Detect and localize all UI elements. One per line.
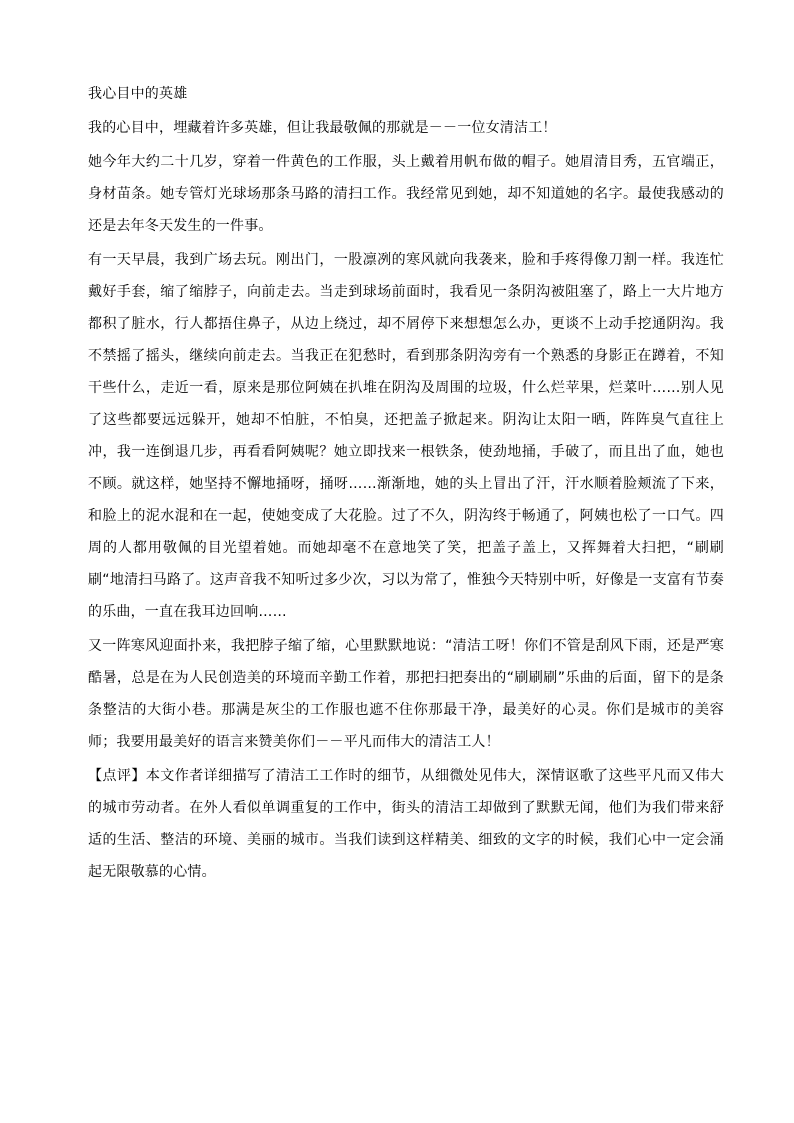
essay-paragraph-description: 她今年大约二十几岁，穿着一件黄色的工作服，头上戴着用帆布做的帽子。她眉清目秀，五官端正，身材苗条。她专管灯光球场那条马路的清扫工作。我经常见到她，却不知道她的名字。最使我感动的还是去年冬天发生的一件事。	[88, 154, 724, 234]
essay-paragraph-praise: 又一阵寒风迎面扑来，我把脖子缩了缩，心里默默地说：“清洁工呀！你们不管是刮风下雨，还是严寒酷暑，总是在为人民创造美的环境而辛勤工作着，那把扫把奏出的“刷刷刷”乐曲的后面，留下的是条条整洁的大街小巷。那满是灰尘的工作服也遮不住你那最干净，最美好的心灵。你们是城市的美容师；我要用最美好的语言来赞美你们－－平凡而伟大的清洁工人！	[88, 638, 724, 750]
essay-paragraph-story: 有一天早晨，我到广场去玩。刚出门，一股凛冽的寒风就向我袭来，脸和手疼得像刀割一样。我连忙戴好手套，缩了缩脖子，向前走去。当走到球场前面时，我看见一条阴沟被阻塞了，路上一大片地方都积了脏水，行人都捂住鼻子，从边上绕过，却不屑停下来想想怎么办，更谈不上动手挖通阴沟。我不禁摇了摇头，继续向前走去。当我正在犯愁时，看到那条阴沟旁有一个熟悉的身影正在蹲着，不知干些什么，走近一看，原来是那位阿姨在扒堆在阴沟及周围的垃圾，什么烂苹果，烂菜叶……别人见了这些都要远远躲开，她却不怕脏，不怕臭，还把盖子掀起来。阴沟让太阳一晒，阵阵臭气直往上冲，我一连倒退几步，再看看阿姨呢？她立即找来一根铁条，使劲地捅，手破了，而且出了血，她也不顾。就这样，她坚持不懈地捅呀，捅呀……渐渐地，她的头上冒出了汗，汗水顺着脸颊流了下来，和脸上的泥水混和在一起，使她变成了大花脸。过了不久，阴沟终于畅通了，阿姨也松了一口气。四周的人都用敬佩的目光望着她。而她却毫不在意地笑了笑，把盖子盖上，又挥舞着大扫把，“刷刷刷“地清扫马路了。这声音我不知听过多少次，习以为常了，惟独今天特别中听，好像是一支富有节奏的乐曲，一直在我耳边回响……	[88, 252, 724, 620]
essay-title: 我心目中的英雄	[88, 86, 188, 102]
essay-body	[88, 78, 724, 890]
essay-paragraph-intro: 我的心目中，埋藏着许多英雄，但让我最敬佩的那就是－－一位女清洁工！	[88, 120, 557, 136]
essay-paragraph-review: 【点评】本文作者详细描写了清洁工工作时的细节，从细微处见伟大，深情讴歌了这些平凡而又伟大的城市劳动者。在外人看似单调重复的工作中，街头的清洁工却做到了默默无闻，他们为我们带来舒适的生活、整洁的环境、美丽的城市。当我们读到这样精美、细致的文字的时候，我们心中一定会涌起无限敬慕的心情。	[88, 768, 724, 880]
